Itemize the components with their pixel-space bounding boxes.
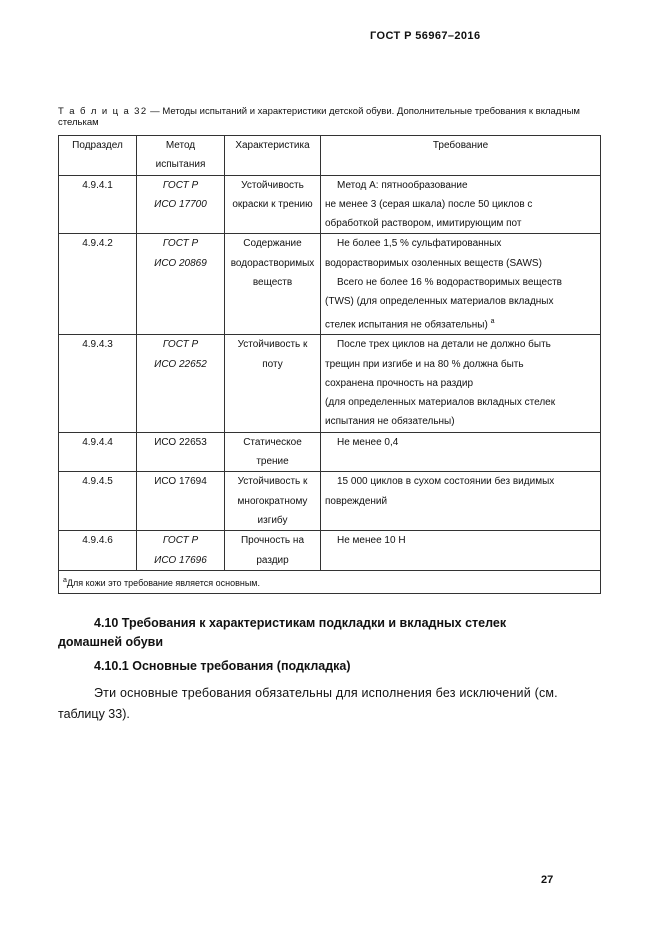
requirement-line <box>325 492 596 511</box>
table-caption-label: Т а б л и ц а 32 <box>58 106 148 117</box>
requirement-text: Всего не более 16 % водорастворимых веществ <box>337 277 562 289</box>
table-row <box>59 335 601 432</box>
footnote-reference: а <box>490 317 495 325</box>
table-header-row <box>59 136 601 176</box>
method-line: ИСО 17696 <box>154 554 207 566</box>
requirement-text: (TWS) (для определенных материалов вкладных <box>325 296 554 308</box>
method-cell <box>137 175 225 234</box>
requirement-line <box>325 393 596 412</box>
column-header-method: Метод испытания <box>137 136 225 176</box>
paragraph-line-2: таблицу 33). <box>58 707 130 721</box>
column-header-subsection: Подраздел <box>59 136 137 176</box>
requirement-text: повреждений <box>325 495 388 507</box>
method-cell <box>137 531 225 571</box>
characteristic-cell: Устойчивость окраски к трению <box>225 175 321 234</box>
footnote-row <box>59 570 601 593</box>
footnote-cell <box>59 570 601 593</box>
requirement-line <box>325 335 596 354</box>
requirement-line <box>325 355 596 374</box>
requirement-cell <box>321 432 601 472</box>
method-cell <box>137 432 225 472</box>
footnote-text: Для кожи это требование является основным. <box>66 577 260 588</box>
characteristic-cell: Устойчивость к поту <box>225 335 321 432</box>
requirement-line <box>325 412 596 431</box>
requirement-text: Не более 1,5 % сульфатированных <box>337 238 502 250</box>
page-number: 27 <box>541 874 554 886</box>
requirement-text: (для определенных материалов вкладных стелек <box>325 397 556 409</box>
method-line: ГОСТ Р <box>162 339 199 351</box>
subsection-cell: 4.9.4.3 <box>59 335 137 432</box>
table-row <box>59 175 601 234</box>
section-heading-line-2: домашней обуви <box>58 635 164 649</box>
table-row <box>59 531 601 571</box>
requirement-text: обработкой раствором, имитирующим пот <box>325 218 522 230</box>
requirement-text: не менее 3 (серая шкала) после 50 циклов с <box>325 198 533 210</box>
method-line: ИСО 17700 <box>154 198 207 210</box>
requirement-text: стелек испытания не обязательны) <box>325 319 488 330</box>
paragraph-line-1: Эти основные требования обязательны для исполнения без исключений (см. <box>94 686 558 700</box>
column-header-characteristic: Характеристика <box>225 136 321 176</box>
method-cell <box>137 234 225 335</box>
requirement-line <box>325 472 596 491</box>
body-paragraph <box>58 683 603 725</box>
method-line: ИСО 20869 <box>154 257 207 269</box>
requirement-cell <box>321 234 601 335</box>
section-heading-4-10 <box>58 614 603 652</box>
characteristic-cell: Содержание водорастворимых веществ <box>225 234 321 335</box>
table-row <box>59 234 601 335</box>
requirement-text: Не менее 10 Н <box>337 535 406 547</box>
method-cell <box>137 472 225 531</box>
footnote-mark: а <box>63 576 67 584</box>
requirement-cell <box>321 175 601 234</box>
subsection-cell: 4.9.4.2 <box>59 234 137 335</box>
requirement-line <box>325 312 596 335</box>
document-standard-header: ГОСТ Р 56967–2016 <box>370 30 481 42</box>
requirement-line <box>325 234 596 253</box>
requirement-text: Не менее 0,4 <box>337 436 399 448</box>
requirement-line <box>325 292 596 311</box>
requirement-line <box>325 374 596 393</box>
table-caption <box>58 106 603 128</box>
requirement-line <box>325 195 596 214</box>
subsection-cell: 4.9.4.4 <box>59 432 137 472</box>
requirement-line <box>325 531 596 550</box>
requirement-text: После трех циклов на детали не должно быть <box>337 339 551 351</box>
requirement-text: сохранена прочность на раздир <box>325 377 474 389</box>
requirement-text: водорастворимых озоленных веществ (SAWS) <box>325 257 542 269</box>
requirement-line <box>325 254 596 273</box>
characteristic-cell: Статическое трение <box>225 432 321 472</box>
requirement-line <box>325 214 596 233</box>
requirement-text: Метод А: пятнообразование <box>337 179 468 191</box>
section-heading-line-1: 4.10 Требования к характеристикам подкладки и вкладных стелек <box>94 616 507 630</box>
table-row <box>59 432 601 472</box>
table-row <box>59 472 601 531</box>
method-line: ГОСТ Р <box>162 179 199 191</box>
method-cell <box>137 335 225 432</box>
column-header-requirement: Требование <box>321 136 601 176</box>
method-line: ГОСТ Р <box>162 238 199 250</box>
characteristic-cell: Устойчивость к многократному изгибу <box>225 472 321 531</box>
method-line: ИСО 17694 <box>154 476 207 488</box>
requirement-text: 15 000 циклов в сухом состоянии без видимых <box>337 476 555 488</box>
subsection-cell: 4.9.4.6 <box>59 531 137 571</box>
requirement-text: испытания не обязательны) <box>325 416 455 428</box>
requirement-line <box>325 176 596 195</box>
subsection-cell: 4.9.4.5 <box>59 472 137 531</box>
requirement-cell <box>321 531 601 571</box>
subsection-cell: 4.9.4.1 <box>59 175 137 234</box>
requirement-text: трещин при изгибе и на 80 % должна быть <box>325 358 524 370</box>
method-line: ГОСТ Р <box>162 535 199 547</box>
subsection-heading-4-10-1: 4.10.1 Основные требования (подкладка) <box>94 659 351 673</box>
characteristic-cell: Прочность на раздир <box>225 531 321 571</box>
method-line: ИСО 22652 <box>154 358 207 370</box>
requirement-cell <box>321 335 601 432</box>
requirement-cell <box>321 472 601 531</box>
requirement-line <box>325 433 596 452</box>
requirements-table <box>58 135 601 594</box>
table-caption-title: — Методы испытаний и характеристики детской обуви. Дополнительные требования к вкладным стелькам <box>58 106 580 128</box>
requirement-line <box>325 273 596 292</box>
method-line: ИСО 22653 <box>154 436 207 448</box>
